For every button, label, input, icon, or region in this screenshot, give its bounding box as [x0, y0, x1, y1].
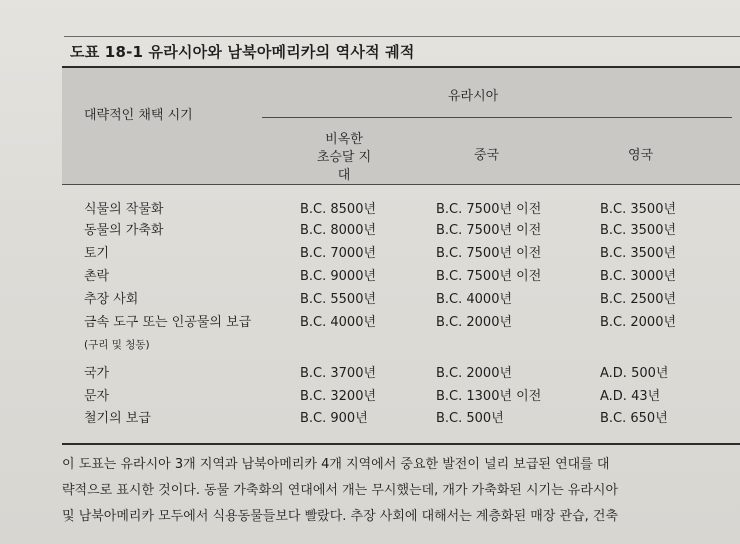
group-header: 유라시아 — [448, 89, 499, 104]
table-cell: B.C. 3700년 — [300, 366, 377, 381]
table-cell: B.C. 1300년 이전 — [436, 389, 542, 404]
table-header-band — [62, 66, 740, 184]
row-label: 추장 사회 — [84, 292, 139, 307]
table-cell: B.C. 650년 — [600, 411, 668, 426]
table-cell: B.C. 900년 — [300, 411, 368, 426]
row-label: 국가 — [84, 366, 110, 381]
table-cell: B.C. 2000년 — [600, 315, 677, 330]
row-label: 철기의 보급 — [84, 411, 151, 426]
paragraph-line-3: 및 남북아메리카 모두에서 식용동물들보다 빨랐다. 추장 사회에 대해서는 계층화된 매장 관습, 건축 — [62, 509, 619, 524]
row-label: 문자 — [84, 389, 110, 404]
table-cell: A.D. 500년 — [600, 366, 669, 381]
table-cell: B.C. 2500년 — [600, 292, 677, 307]
table-cell: B.C. 2000년 — [436, 366, 513, 381]
table-cell: B.C. 8500년 — [300, 202, 377, 217]
table-cell: B.C. 2000년 — [436, 315, 513, 330]
top-rule — [64, 36, 740, 37]
row-label: 동물의 가축화 — [84, 223, 164, 238]
table-cell: B.C. 3500년 — [600, 202, 677, 217]
row-label: 식물의 작물화 — [84, 202, 164, 217]
table-caption: 도표 18-1 유라시아와 남북아메리카의 역사적 궤적 — [70, 43, 415, 61]
group-underline — [262, 117, 732, 118]
paragraph-line-2: 략적으로 표시한 것이다. 동물 가축화의 연대에서 개는 무시했는데, 개가 가축화된 시기는 유라시아 — [62, 483, 619, 498]
table-cell: B.C. 3500년 — [600, 223, 677, 238]
table-bottom-rule — [62, 443, 740, 445]
table-cell: A.D. 43년 — [600, 389, 661, 404]
table-cell: B.C. 4000년 — [436, 292, 513, 307]
table-cell: B.C. 5500년 — [300, 292, 377, 307]
table-cell: B.C. 9000년 — [300, 269, 377, 284]
row-label: 금속 도구 또는 인공물의 보급 — [84, 315, 252, 330]
table-cell: B.C. 7500년 이전 — [436, 223, 542, 238]
table-cell: B.C. 4000년 — [300, 315, 377, 330]
row-note: (구리 및 청동) — [84, 339, 150, 351]
table-cell: B.C. 7500년 이전 — [436, 269, 542, 284]
header-bottom-rule — [62, 184, 740, 185]
header-top-rule — [62, 66, 740, 68]
column-header-1 — [312, 131, 376, 185]
table-cell: B.C. 7500년 이전 — [436, 246, 542, 261]
column-header-2: 중국 — [474, 148, 500, 163]
row-label: 토기 — [84, 246, 110, 261]
column-header-3: 영국 — [628, 148, 654, 163]
table-cell: B.C. 3200년 — [300, 389, 377, 404]
table-cell: B.C. 500년 — [436, 411, 504, 426]
column-header-1-line2: 초승달 지대 — [316, 150, 372, 183]
table-cell: B.C. 3500년 — [600, 246, 677, 261]
table-cell: B.C. 3000년 — [600, 269, 677, 284]
row-label-header: 대략적인 채택 시기 — [84, 108, 193, 123]
column-header-1-line1: 비옥한 — [325, 132, 363, 147]
table-cell: B.C. 7000년 — [300, 246, 377, 261]
row-label: 촌락 — [84, 269, 110, 284]
table-cell: B.C. 7500년 이전 — [436, 202, 542, 217]
paragraph-line-1: 이 도표는 유라시아 3개 지역과 남북아메리카 4개 지역에서 중요한 발전이 널리 보급된 연대를 대 — [62, 457, 610, 472]
table-cell: B.C. 8000년 — [300, 223, 377, 238]
